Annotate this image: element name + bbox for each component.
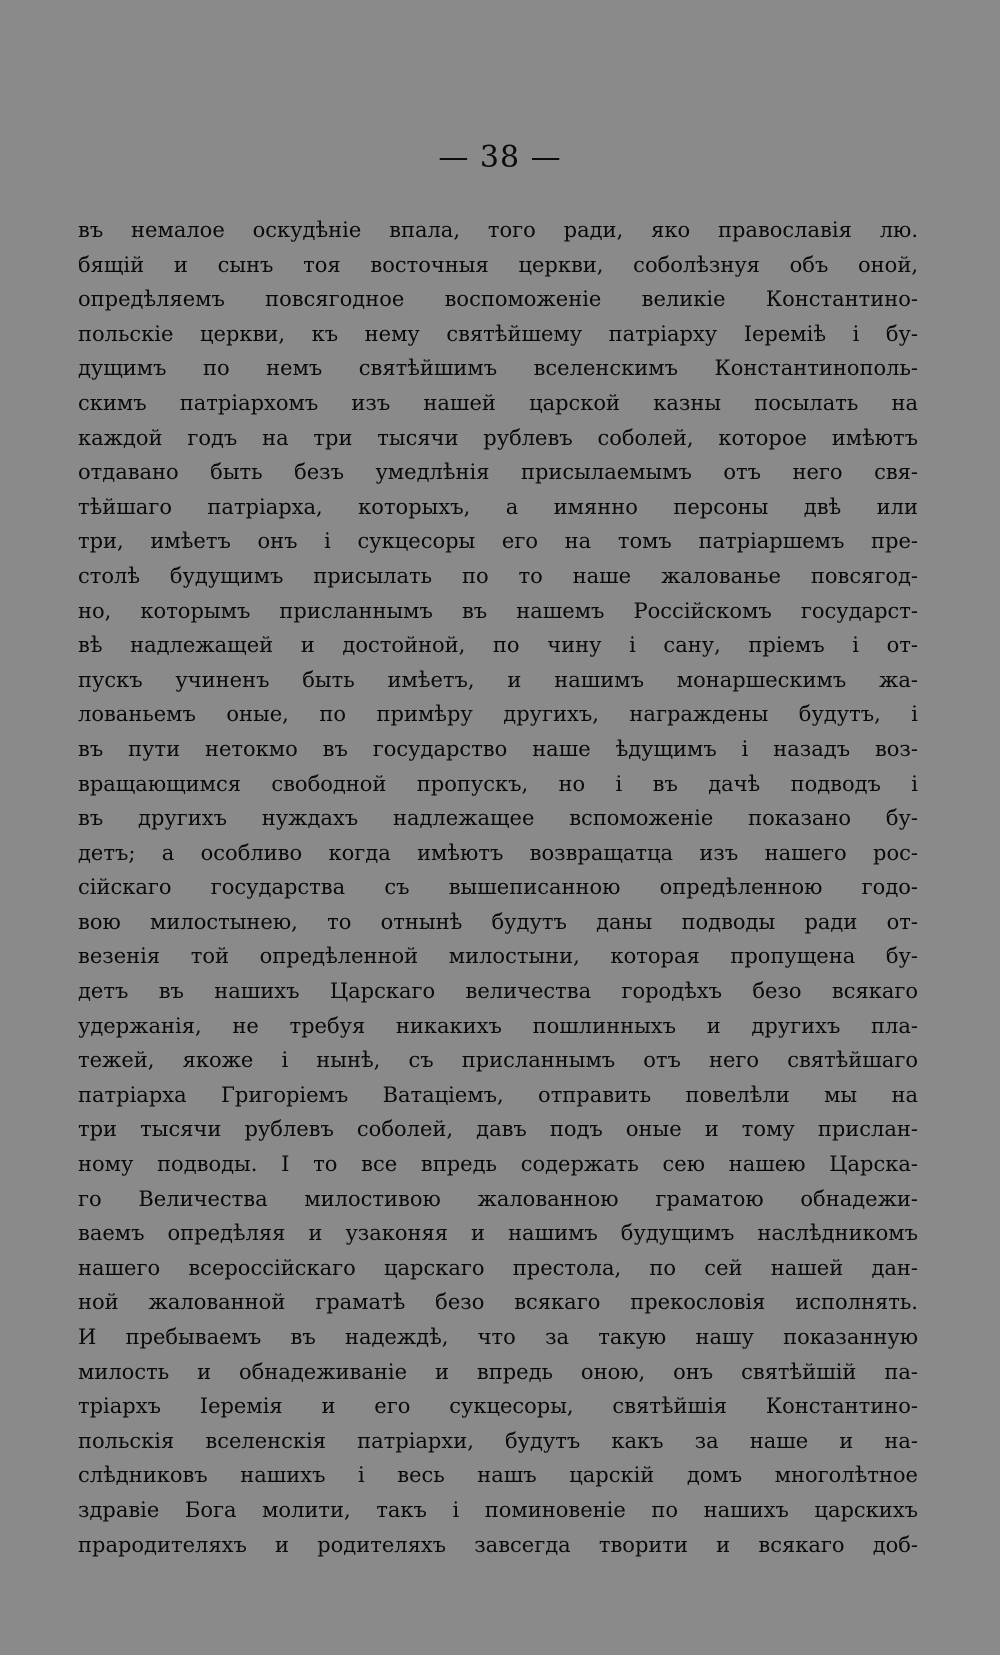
text-line: сійскаго государства съ вышеписанною опредѣленною годо- (78, 875, 918, 900)
text-line: но, которымъ присланнымъ въ нашемъ Россійскомъ государст- (78, 598, 918, 623)
text-line: ваемъ опредѣляя и узаконяя и нашимъ будущимъ наслѣдникомъ (78, 1221, 918, 1246)
text-line: скимъ патріархомъ изъ нашей царской казны посылать на (78, 390, 918, 415)
text-line: ной жалованной граматѣ безо всякаго прекословія исполнять. (78, 1290, 918, 1315)
text-line: въ немалое оскудѣніе впала, того ради, яко православія лю. (78, 218, 918, 242)
text-line: три тысячи рублевъ соболей, давъ подъ оные и тому прислан- (78, 1117, 918, 1142)
text-line: детъ; а особливо когда имѣютъ возвращатца изъ нашего рос- (78, 840, 918, 865)
text-line: патріарха Григоріемъ Ватаціемъ, отправить повелѣли мы на (78, 1082, 918, 1107)
text-line: нашего всероссійскаго царскаго престола, по сей нашей дан- (78, 1255, 918, 1280)
text-line: тѣйшаго патріарха, которыхъ, а имянно персоны двѣ или (78, 494, 918, 519)
text-line: детъ въ нашихъ Царскаго величества городѣхъ безо всякаго (78, 979, 918, 1004)
text-line: бящій и сынъ тоя восточныя церкви, соболѣзнуя объ оной, (78, 252, 918, 277)
text-line: въ пути нетокмо въ государство наше ѣдущимъ і назадъ воз- (78, 736, 918, 761)
text-line: тежей, якоже і нынѣ, съ присланнымъ отъ него святѣйшаго (78, 1048, 918, 1073)
text-line: польскія вселенскія патріархи, будутъ какъ за наше и на- (78, 1428, 918, 1453)
text-line: вѣ надлежащей и достойной, по чину і сану, пріемъ і от- (78, 633, 918, 658)
text-line: каждой годъ на три тысячи рублевъ соболей, которое имѣютъ (78, 425, 918, 450)
text-line: отдавано быть безъ умедлѣнія присылаемымъ отъ него свя- (78, 460, 918, 485)
text-line: ному подводы. І то все впредь содержать сею нашею Царска- (78, 1152, 918, 1177)
text-line: столѣ будущимъ присылать по то наше жалованье повсягод- (78, 563, 918, 588)
body-text (78, 213, 918, 1562)
text-line: тріархъ Іеремія и его сукцесоры, святѣйшія Константино- (78, 1394, 918, 1419)
text-line: слѣдниковъ нашихъ і весь нашъ царскій домъ многолѣтное (78, 1463, 918, 1488)
text-line: милость и обнадеживаніе и впредь оною, онъ святѣйшій па- (78, 1359, 918, 1384)
text-line: вою милостынею, то отнынѣ будутъ даны подводы ради от- (78, 909, 918, 934)
text-line: удержанія, не требуя никакихъ пошлинныхъ и другихъ пла- (78, 1013, 918, 1038)
text-line: польскіе церкви, къ нему святѣйшему патріарху Іереміѣ і бу- (78, 321, 918, 346)
page-number: — 38 — (438, 140, 562, 175)
text-line: И пребываемъ въ надеждѣ, что за такую нашу показанную (78, 1325, 918, 1349)
text-line: въ другихъ нуждахъ надлежащее вспоможеніе показано бу- (78, 806, 918, 831)
text-line: дущимъ по немъ святѣйшимъ вселенскимъ Константинополь- (78, 356, 918, 381)
text-line: пускъ учиненъ быть имѣетъ, и нашимъ монаршескимъ жа- (78, 667, 918, 692)
text-line: три, имѣетъ онъ і сукцесоры его на томъ патріаршемъ пре- (78, 529, 918, 554)
text-line: го Величества милостивою жалованною граматою обнадежи- (78, 1186, 918, 1211)
text-line: опредѣляемъ повсягодное воспоможеніе великіе Константино- (78, 287, 918, 312)
text-line: вращающимся свободной пропускъ, но і въ дачѣ подводъ і (78, 771, 918, 796)
text-line: лованьемъ оные, по примѣру другихъ, награждены будутъ, і (78, 702, 918, 727)
text-line: везенія той опредѣленной милостыни, которая пропущена бу- (78, 944, 918, 969)
text-line: здравіе Бога молити, такъ і поминовеніе по нашихъ царскихъ (78, 1497, 918, 1522)
text-line: прародителяхъ и родителяхъ завсегда творити и всякаго доб- (78, 1532, 918, 1557)
